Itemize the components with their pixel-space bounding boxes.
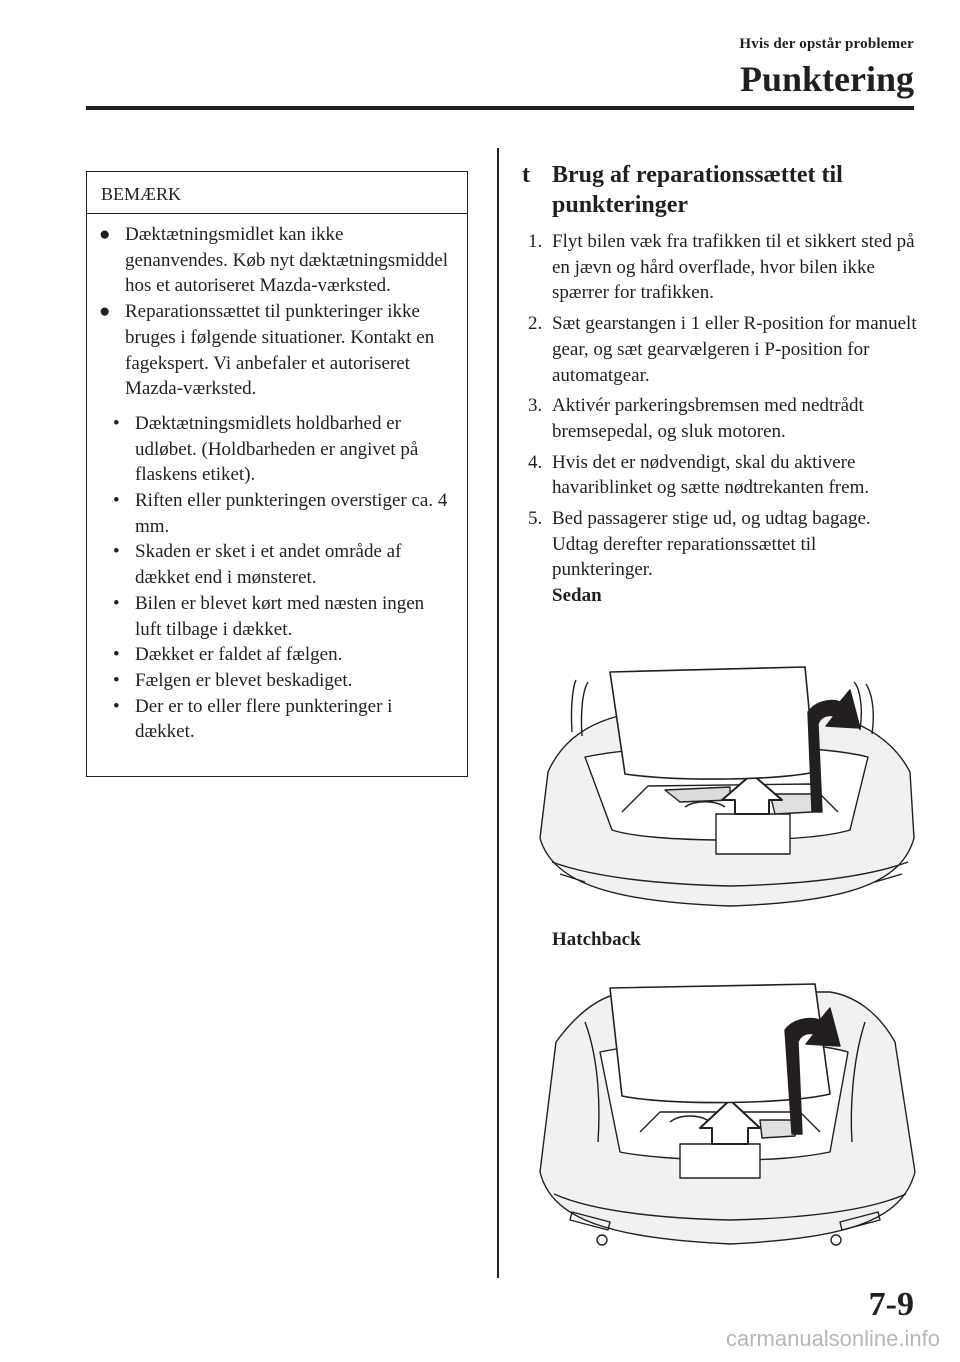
figure-label-hatchback: Hatchback [552, 929, 641, 950]
note-item [99, 299, 449, 402]
step-text: Hvis det er nødvendigt, skal du aktivere havariblinket og sætte nødtrekanten frem. [552, 451, 870, 499]
note-sub-list [99, 411, 449, 745]
step-number: 5. [528, 508, 543, 530]
step-text: Aktivér parkeringsbremsen med nedtrådt bremsepedal, og sluk motoren. [552, 395, 864, 442]
step-item [528, 311, 918, 388]
note-sub-item [109, 411, 449, 488]
note-body [87, 214, 467, 745]
column-divider [497, 148, 499, 1278]
note-sub-item-text: Skaden er sket i et andet område af dækket end i mønsteret. [135, 541, 402, 589]
note-sub-item-text: Fælgen er blevet beskadiget. [135, 669, 353, 691]
note-sub-item [109, 694, 449, 745]
header-rule [86, 106, 914, 110]
note-sub-item-text: Dæktætningsmidlets holdbarhed er udløbet. (Holdbarheden er angivet på flaskens etiket). [135, 412, 419, 486]
sub-bullet-icon: • [113, 592, 120, 614]
note-heading: BEMÆRK [87, 172, 467, 214]
step-number: 3. [528, 395, 543, 417]
bullet-icon: ● [99, 224, 111, 245]
note-sub-item [109, 591, 449, 642]
page-title: Punktering [739, 59, 914, 99]
step-list [528, 229, 918, 614]
sub-bullet-icon: • [113, 669, 120, 691]
step-item [528, 229, 918, 306]
note-sub-item-text: Riften eller punkteringen overstiger ca. 4 mm. [135, 490, 448, 537]
note-sub-item-text: Der er to eller flere punkteringer i dækket. [135, 695, 393, 743]
sub-bullet-icon: • [113, 695, 120, 717]
step-item [528, 506, 918, 609]
section-marker-icon: t [522, 162, 530, 188]
note-item [99, 222, 449, 299]
step-text: Sæt gearstangen i 1 eller R-position for manuelt gear, og sæt gearvælgeren i P-position for automatgear. [552, 313, 917, 386]
note-item-text: Reparationssættet til punkteringer ikke bruges i følgende situationer. Kontakt en fagekspert. Vi anbefaler et autoriseret Mazda-værksted. [125, 301, 435, 400]
note-sub-item-text: Bilen er blevet kørt med næsten ingen luft tilbage i dækket. [135, 592, 425, 640]
hatchback-trunk-illustration [530, 982, 920, 1252]
step-number: 4. [528, 451, 543, 473]
note-sub-item [109, 642, 449, 668]
page-number: 7-9 [868, 1286, 914, 1323]
note-sub-item-text: Dækket er faldet af fælgen. [135, 644, 343, 666]
watermark: carmanualsonline.info [725, 1326, 940, 1351]
sub-bullet-icon: • [113, 412, 120, 434]
note-sub-item [109, 668, 449, 694]
note-sub-item [109, 488, 449, 539]
step-number: 1. [528, 231, 543, 252]
section-heading [522, 160, 902, 220]
note-box [86, 171, 468, 777]
step-text: Bed passagerer stige ud, og udtag bagage. Udtag derefter reparationssættet til punkteringer. [552, 508, 871, 581]
note-sub-item [109, 539, 449, 590]
note-item-text: Dæktætningsmidlet kan ikke genanvendes. Køb nyt dæktætningsmiddel hos et autoriseret Mazda-værksted. [125, 224, 448, 297]
section-title: Brug af reparationssættet til punkteringer [552, 162, 843, 218]
figure-label-sedan: Sedan [552, 585, 602, 607]
step-item [528, 393, 918, 444]
header-chapter: Hvis der opstår problemer [739, 36, 914, 52]
sub-bullet-icon: • [113, 541, 120, 563]
sedan-trunk-illustration [530, 662, 920, 914]
step-number: 2. [528, 313, 543, 335]
step-text: Flyt bilen væk fra trafikken til et sikkert sted på en jævn og hård overflade, hvor bilen ikke spærrer for trafikken. [552, 231, 915, 304]
step-item [528, 450, 918, 501]
sub-bullet-icon: • [113, 644, 120, 666]
sub-bullet-icon: • [113, 490, 120, 512]
bullet-icon: ● [99, 301, 111, 323]
